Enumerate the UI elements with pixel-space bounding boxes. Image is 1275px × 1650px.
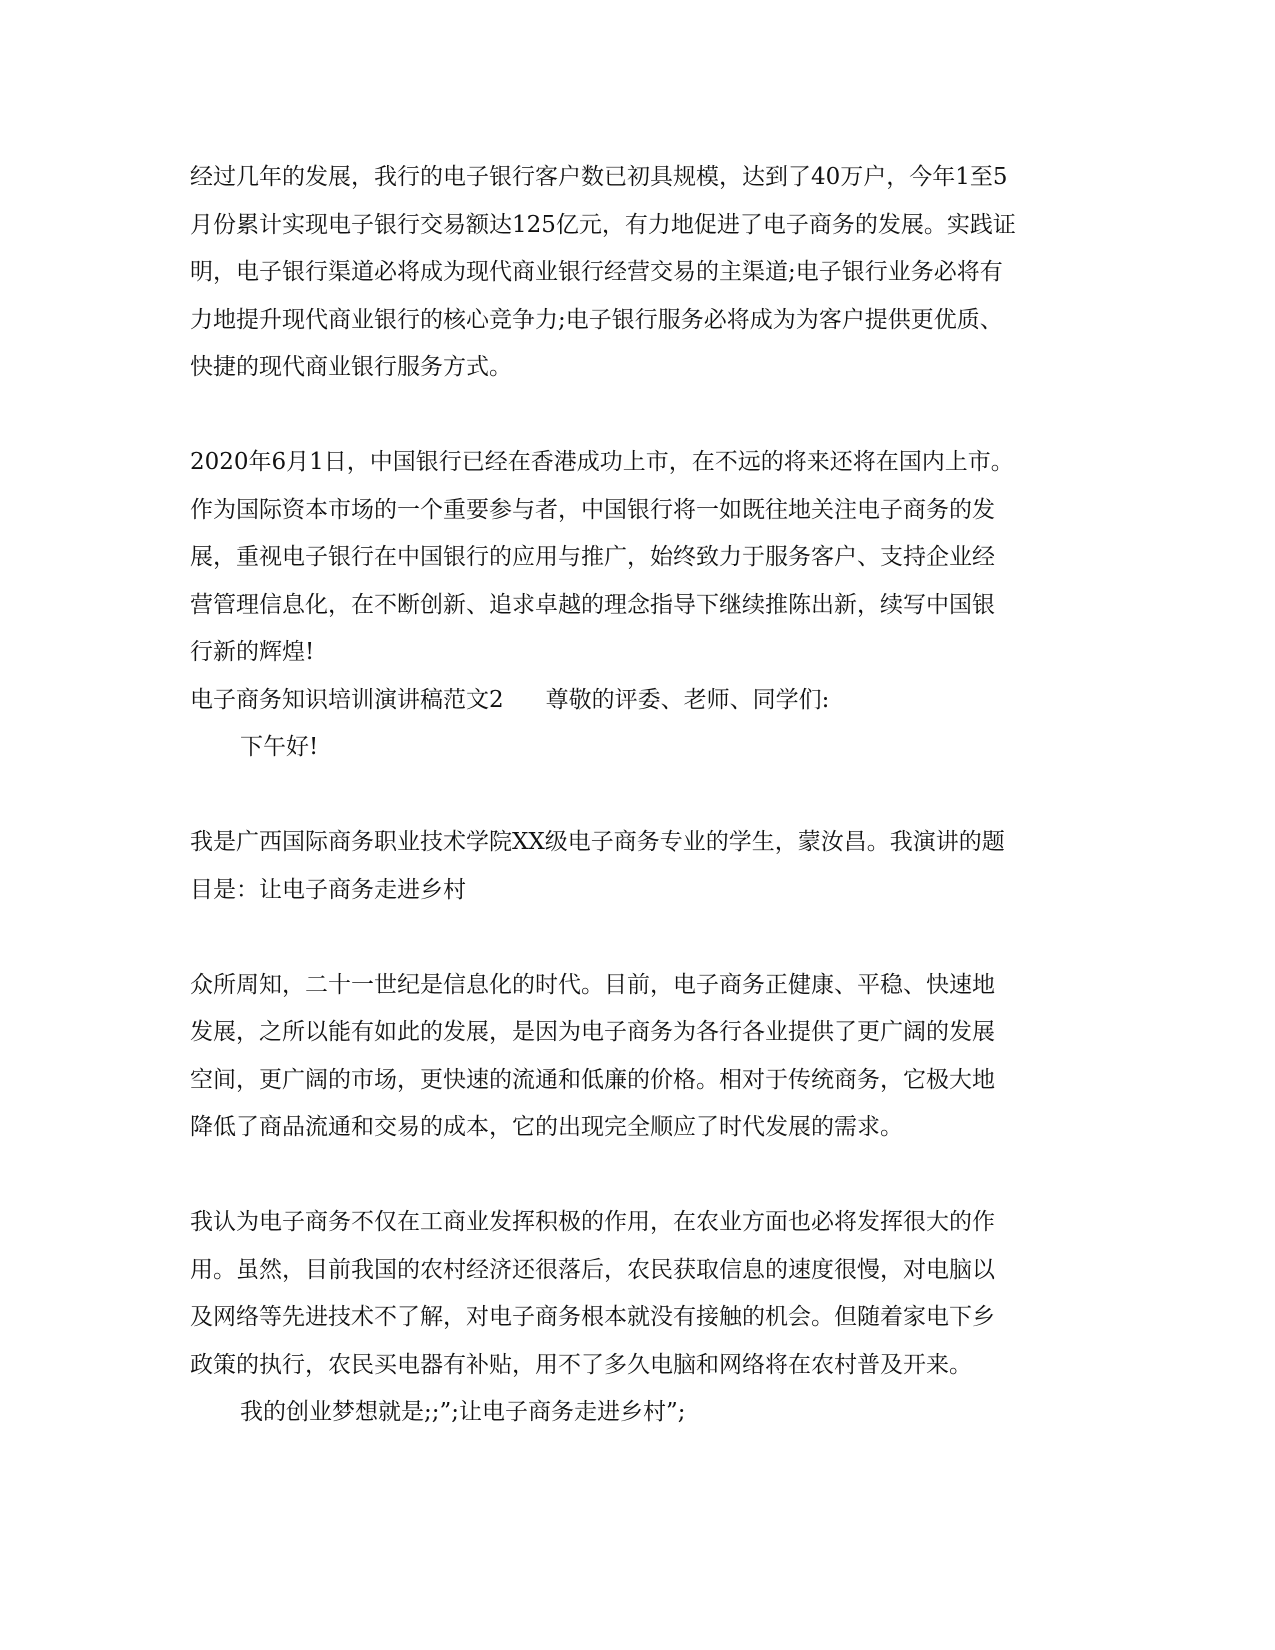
paragraph-spacer — [190, 1152, 1070, 1200]
text-line: 经过几年的发展，我行的电子银行客户数已初具规模，达到了40万户，今年1至5 — [190, 164, 1008, 190]
text-line: 发展，之所以能有如此的发展，是因为电子商务为各行各业提供了更广阔的发展 — [190, 1019, 995, 1045]
paragraph-self-introduction — [190, 819, 1070, 914]
text-line: 力地提升现代商业银行的核心竞争力;电子银行服务必将成为为客户提供更优质、 — [190, 306, 1003, 333]
paragraph-agriculture — [190, 1199, 1070, 1389]
paragraph-information-age — [190, 962, 1070, 1152]
salutation: 尊敬的评委、老师、同学们: — [545, 686, 830, 713]
paragraph-spacer — [190, 392, 1070, 440]
text-line: 月份累计实现电子银行交易额达125亿元，有力地促进了电子商务的发展。实践证 — [190, 211, 1016, 238]
text-line: 明，电子银行渠道必将成为现代商业银行经营交易的主渠道;电子银行业务必将有 — [190, 259, 1003, 285]
text-line: 空间，更广阔的市场，更快速的流通和低廉的价格。相对于传统商务，它极大地 — [190, 1066, 995, 1093]
greeting: 下午好! — [240, 734, 319, 760]
paragraph-spacer — [190, 914, 1070, 962]
text-line: 降低了商品流通和交易的成本，它的出现完全顺应了时代发展的需求。 — [190, 1114, 903, 1140]
text-line: 政策的执行，农民买电器有补贴，用不了多久电脑和网络将在农村普及开来。 — [190, 1351, 972, 1378]
paragraph-bank-listing — [190, 439, 1070, 677]
text-line: 2020年6月1日，中国银行已经在香港成功上市，在不远的将来还将在国内上市。 — [190, 449, 1014, 475]
text-line: 展，重视电子银行在中国银行的应用与推广，始终致力于服务客户、支持企业经 — [190, 544, 995, 570]
text-line: 行新的辉煌! — [190, 639, 315, 665]
text-line: 快捷的现代商业银行服务方式。 — [190, 354, 512, 380]
speech-title: 电子商务知识培训演讲稿范文2 — [190, 686, 504, 713]
text-line: 用。虽然，目前我国的农村经济还很落后，农民获取信息的速度很慢，对电脑以 — [190, 1256, 995, 1283]
paragraph-electronic-banking — [190, 154, 1070, 392]
paragraph-spacer — [190, 772, 1070, 820]
entrepreneurial-dream-line: 我的创业梦想就是;;”;让电子商务走进乡村”; — [240, 1399, 686, 1425]
text-line: 目是：让电子商务走进乡村 — [190, 876, 466, 903]
text-line: 作为国际资本市场的一个重要参与者，中国银行将一如既往地关注电子商务的发 — [190, 496, 995, 523]
text-line: 及网络等先进技术不了解，对电子商务根本就没有接触的机会。但随着家电下乡 — [190, 1304, 995, 1330]
text-line: 我是广西国际商务职业技术学院XX级电子商务专业的学生，蒙汝昌。我演讲的题 — [190, 829, 1005, 855]
document-body — [190, 154, 1070, 1437]
speech-heading-line — [190, 677, 1070, 725]
text-line: 我认为电子商务不仅在工商业发挥积极的作用，在农业方面也必将发挥很大的作 — [190, 1209, 995, 1235]
text-line: 众所周知，二十一世纪是信息化的时代。目前，电子商务正健康、平稳、快速地 — [190, 971, 995, 998]
text-line: 营管理信息化，在不断创新、追求卓越的理念指导下继续推陈出新，续写中国银 — [190, 591, 995, 618]
